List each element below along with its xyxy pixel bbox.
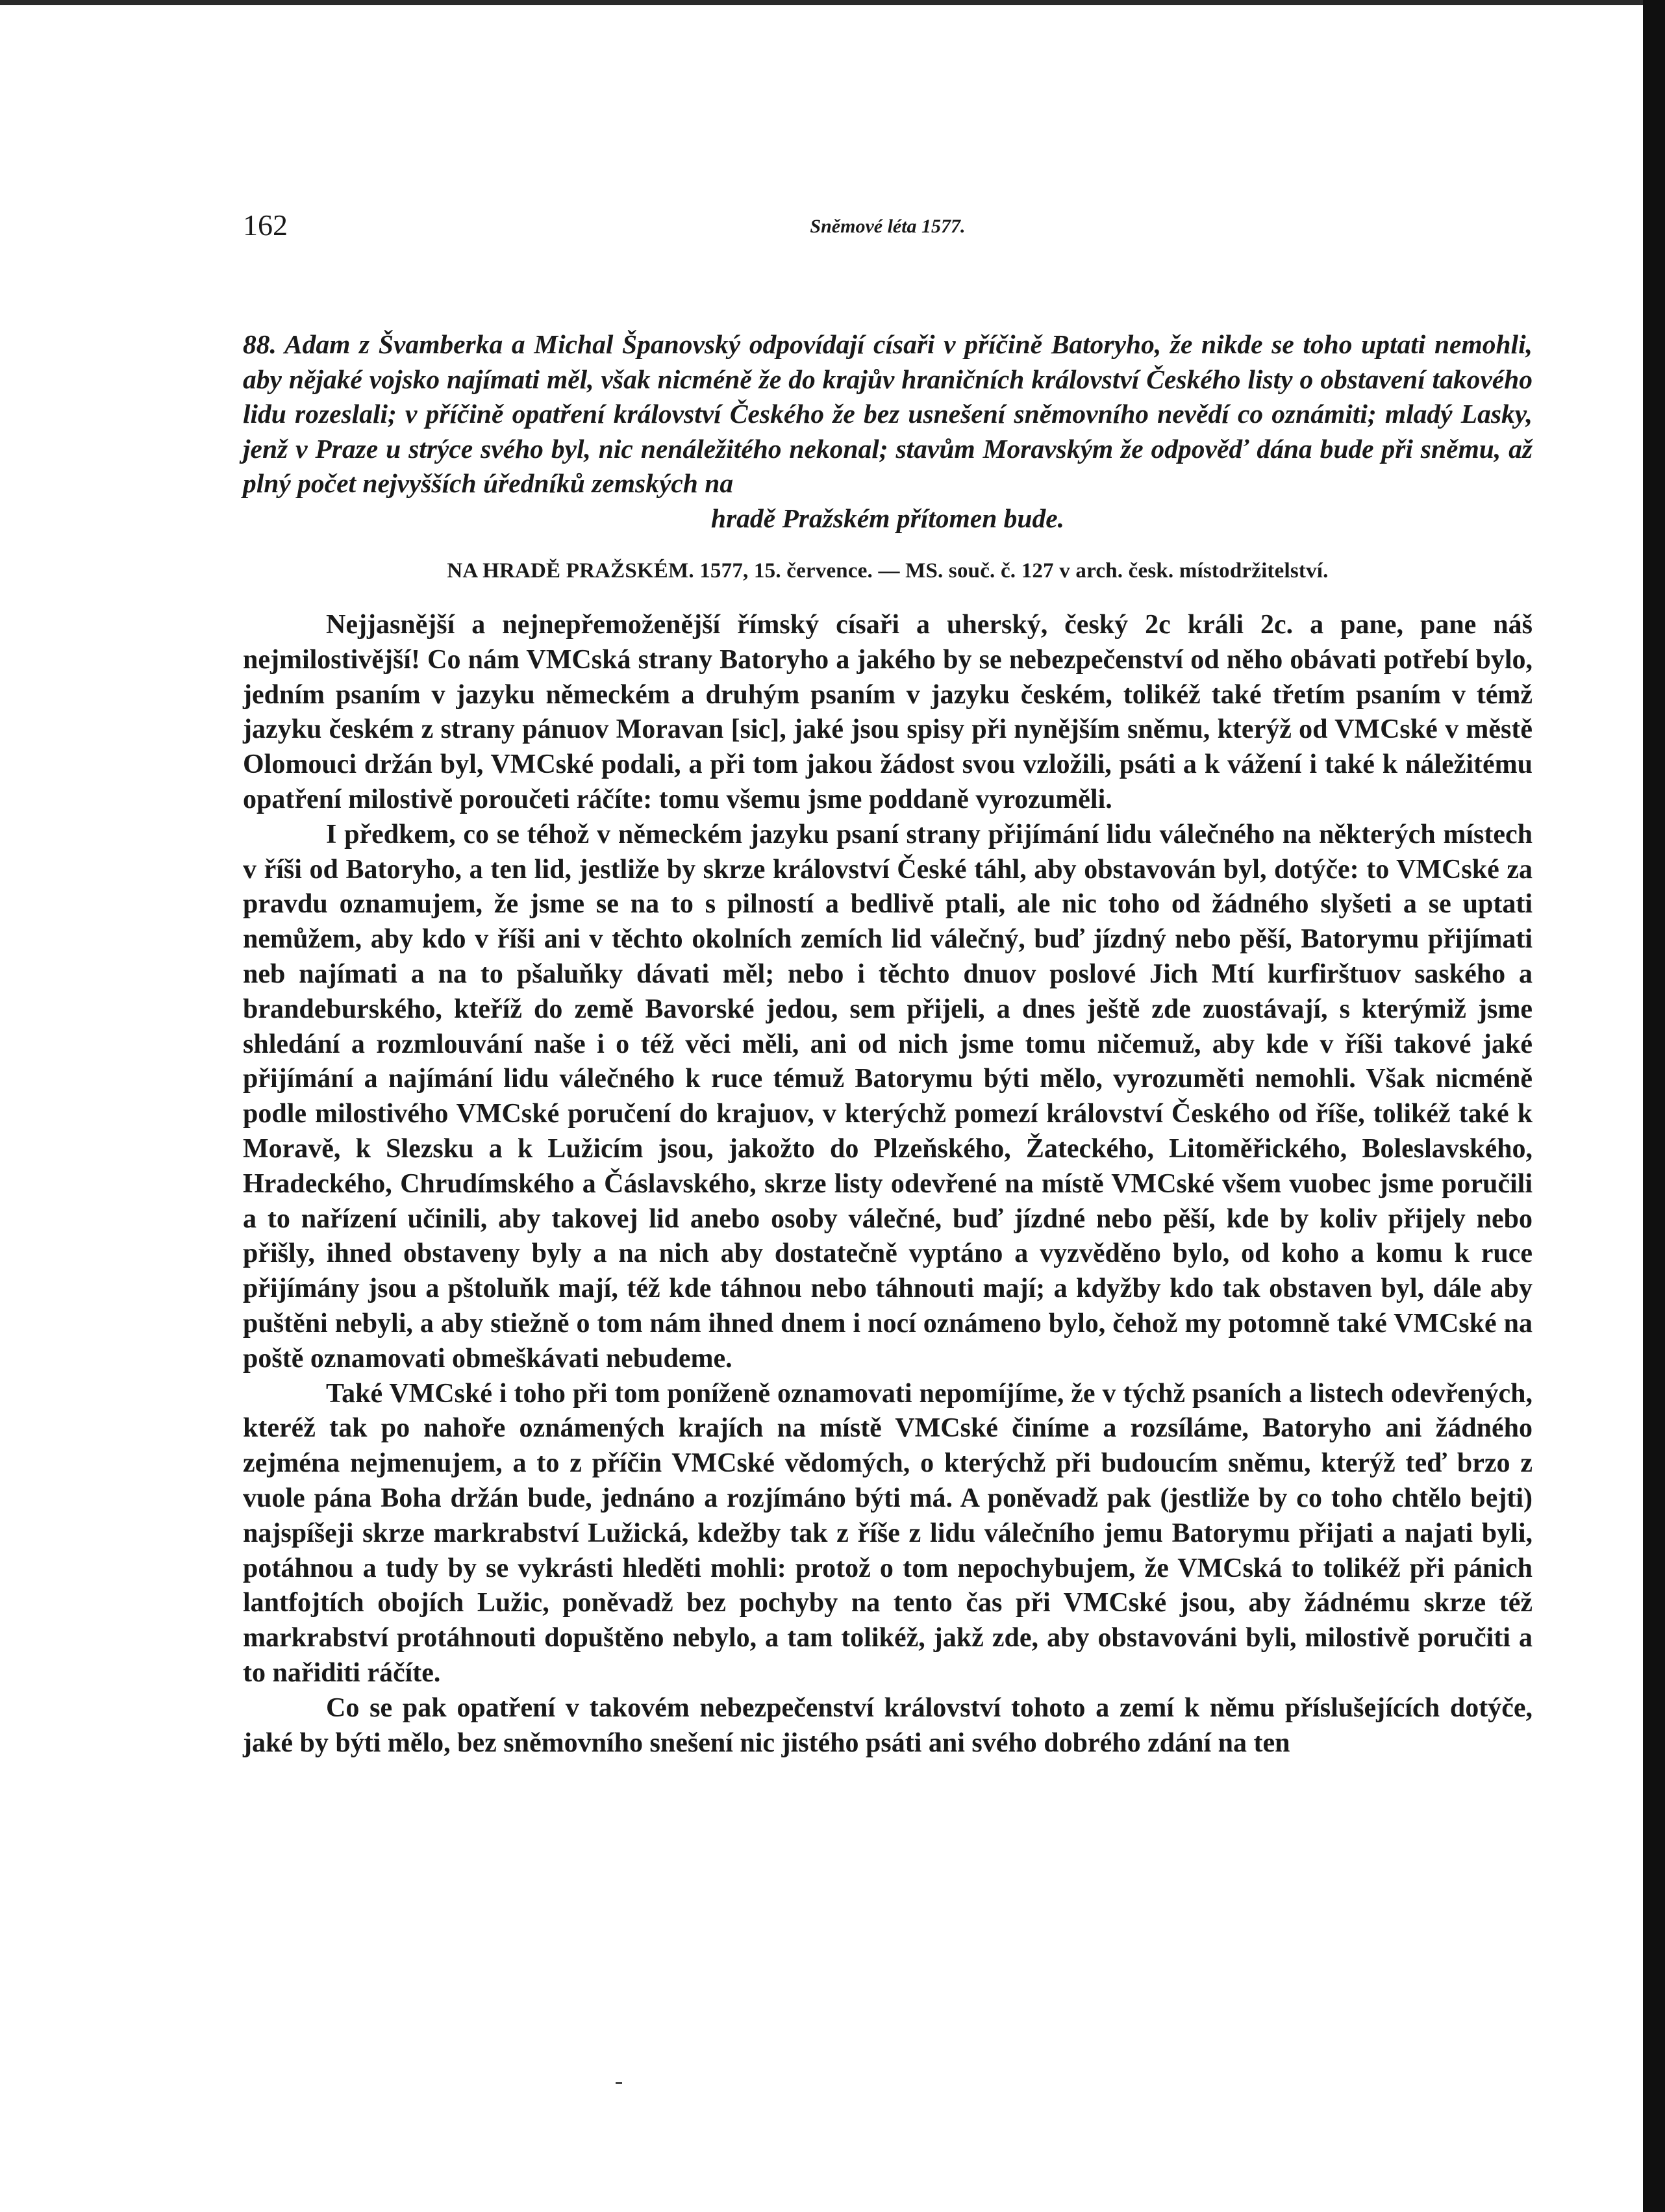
- source-line: NA HRADĚ PRAŽSKÉM. 1577, 15. července. — MS. souč. č. 127 v arch. česk. místodržitelství.: [447, 559, 1329, 583]
- summary-last-line: hradě Pražském přítomen bude.: [710, 503, 1065, 533]
- paragraph: Nejjasnější a nejnepřemoženější římský císaři a uherský, český 2c králi 2c. a pane, pane náš nejmilostivější! Co nám VMCská strany Batoryho a jakého by se nebezpečenství od něho obávati potřebí bylo, jedním psaním v jazyku německém a druhým psaním v jazyku českém, tolikéž také třetím psaním v témž jazyku českém z strany pánuov Moravan [sic], jaké jsou spisy při nynějším sněmu, kterýž od VMCské v městě Olomouci držán byl, VMCské podali, a při tom jakou žádost svou vzložili, psáti a k vážení i také k náležitému opatření milostivě poroučeti ráčíte: tomu všemu jsme poddaně vyrozuměli.: [243, 610, 1533, 814]
- running-head: [243, 208, 1533, 247]
- scan-border-top: [0, 0, 1665, 5]
- page-number: 162: [243, 208, 288, 242]
- paragraph: Co se pak opatření v takovém nebezpečenství království tohoto a zemí k němu příslušejících dotýče, jaké by býti mělo, bez sněmovního snešení nic jistého psáti ani svého dobrého zdání na ten: [243, 1692, 1533, 1758]
- running-title: Sněmové léta 1577.: [810, 216, 966, 237]
- paragraph: Také VMCské i toho při tom poníženě oznamovati nepomíjíme, že v týchž psaních a listech odevřených, kteréž tak po nahoře oznámených krajích na místě VMCské činíme a rozsíláme, Batoryho ani žádného zejména nejmenujem, a to z příčin VMCské vědomých, o kterýchž při budoucím sněmu, kterýž teď brzo z vuole pána Boha držán bude, jednáno a rozjímáno býti má. A poněvadž pak (jestliže by co toho chtělo bejti) najspíšeji skrze markrabství Lužická, kdežby tak z říše z lidu válečního jemu Batorymu přijati a najati byli, potáhnou a tudy by se vykrásti hleděti mohli: protož o tom nepochybujem, že VMCská to tolikéž při pánich lantfojtích obojích Lužic, poněvadž bez pochyby na tento čas při VMCské jsou, aby žádnému skrze též markrabství protáhnouti dopuštěno nebylo, a tam tolikéž, jakž zde, aby obstavováni byli, milostivě poručiti a to nařiditi ráčíte.: [243, 1378, 1533, 1688]
- summary-text: 88. Adam z Švamberka a Michal Španovský odpovídají císaři v příčině Batoryho, že nikde se toho uptati nemohli, aby nějaké vojsko najímati měl, však nicméně že do krajův hraničních království Českého listy o obstavení takového lidu rozeslali; v příčině opatření království Českého že bez usnešení sněmovního nevědí co oznámiti; mladý Lasky, jenž v Praze u strýce svého byl, nic nenáležitého nekonal; stavům Moravským že odpověď dána bude při sněmu, až plný počet nejvyšších úředníků zemských na: [243, 329, 1533, 498]
- document-body: [243, 608, 1533, 1761]
- document-summary: [243, 327, 1533, 536]
- paragraph: I předkem, co se téhož v německém jazyku psaní strany přijímání lidu válečného na některých místech v říši od Batoryho, a ten lid, jestliže by skrze království České táhl, aby obstavován byl, dotýče: to VMCské za pravdu oznamujem, že jsme se na to s pilností a bedlivě ptali, ale nic toho od žádného slyšeti a se uptati nemůžem, aby kdo v říši ani v těchto okolních zemích lid válečný, buď jízdný nebo pěší, Batorymu přijímati neb najímati a na to pšaluňky dávati měl; nebo i těchto dnuov poslové Jich Mtí kurfirštuov saského a brandeburského, kteříž do země Bavorské jedou, sem přijeli, a dnes ještě zde zuostávají, s kterýmiž jsme shledání a rozmlouvání naše i o též věci měli, ani od nich jsme tomu ničemuž, aby kde v říši takové jaké přijímání a najímání lidu válečného k ruce témuž Batorymu býti mělo, vyrozuměti nemohli. Však nicméně podle milostivého VMCské poručení do krajuov, v kterýchž pomezí království Českého od říše, tolikéž také k Moravě, k Slezsku a k Lužicím jsou, jakožto do Plzeňského, Žateckého, Litoměřického, Boleslavského, Hradeckého, Chrudímského a Čáslavského, skrze listy odevřené na místě VMCské všem vuobec jsme poručili a to nařízení učinili, aby takovej lid anebo osoby válečné, buď jízdné nebo pěší, kde by koliv přijely nebo přišly, ihned obstaveny byly a na nich aby dostatečně vyptáno a vyzvěděno bylo, od koho a komu k ruce přijímány jsou a pštoluňk mají, též kde táhnou nebo táhnouti mají; a kdyžby kdo tak obstaven byl, dále aby puštěni nebyli, a aby stiežně o tom nám ihned dnem i nocí oznámeno bylo, čehož my potomně také VMCské na poště oznamovati obmeškávati nebudeme.: [243, 819, 1533, 1374]
- document-page: [243, 208, 1533, 1761]
- scan-border-right: [1643, 0, 1665, 2212]
- stray-mark: [616, 2082, 622, 2084]
